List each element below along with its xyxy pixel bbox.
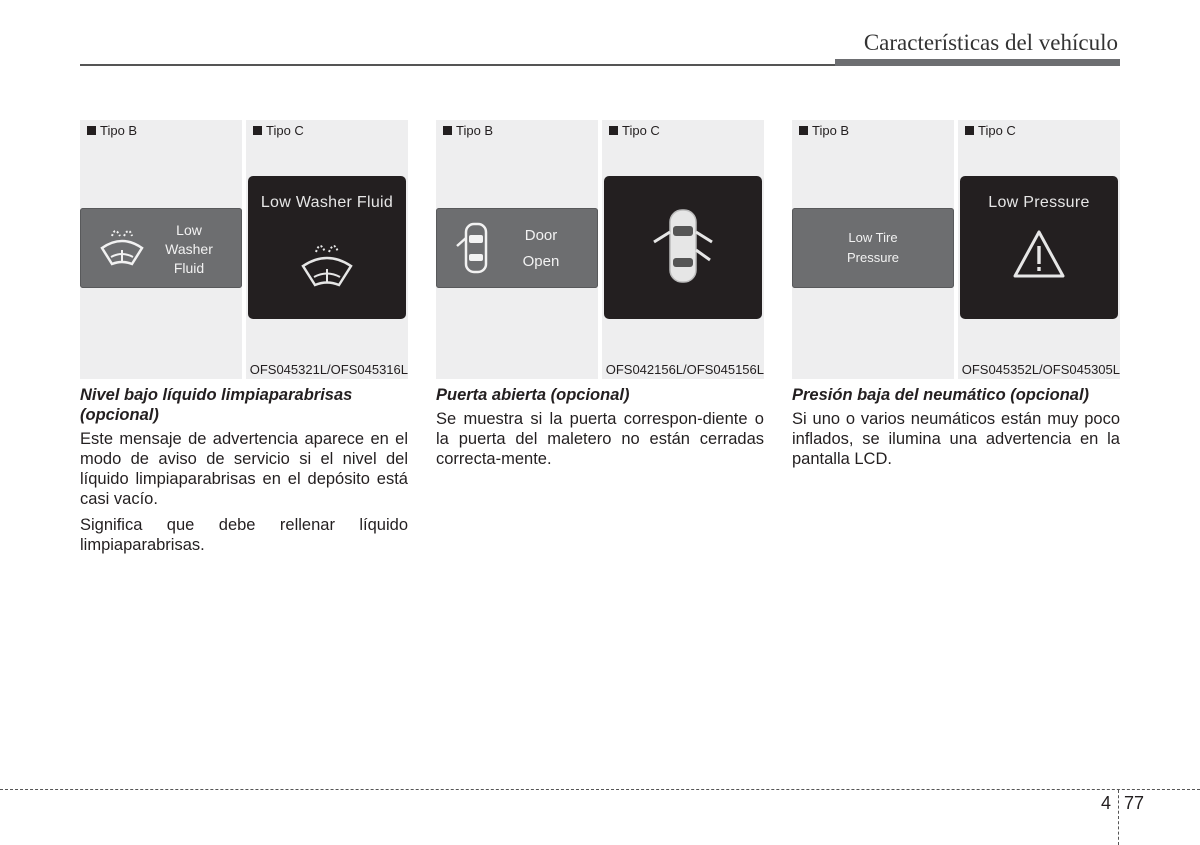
lcd-b-line-2: Open: [522, 253, 560, 270]
lcd-type-b-washer: [80, 208, 242, 288]
section-door-open: [436, 120, 764, 469]
figure-tire-pressure: [792, 120, 1120, 379]
figure-code: OFS042156L/OFS045156L: [605, 362, 764, 377]
figure-code: OFS045352L/OFS045305L: [961, 362, 1120, 377]
section-paragraph: Se muestra si la puerta correspon-diente o la puerta del maletero no están cerradas correcta-mente.: [436, 410, 764, 468]
footer-rule: [0, 789, 1200, 790]
lcd-b-line-1: Door: [524, 227, 558, 244]
warning-triangle-icon: [1011, 228, 1067, 280]
page-header-title: Características del vehículo: [863, 30, 1118, 55]
lcd-b-line-2: Pressure: [846, 250, 900, 265]
section-paragraph: Si uno o varios neumáticos están muy poco inflados, se ilumina una advertencia en la pantalla LCD.: [792, 410, 1120, 468]
type-c-label: Tipo C: [253, 123, 304, 138]
section-paragraph: Significa que debe rellenar líquido limpiaparabrisas.: [80, 516, 408, 554]
chapter-number: 4: [1101, 793, 1112, 813]
header-bar: [835, 59, 1120, 66]
lcd-type-b-tire: [792, 208, 954, 288]
lcd-b-line-2: Washer: [165, 241, 213, 257]
lcd-c-title: Low Pressure: [988, 194, 1090, 211]
car-top-view-icon: [648, 206, 718, 286]
panel-type-b: [436, 120, 598, 379]
lcd-b-line-1: Low Tire: [848, 230, 898, 245]
figure-washer-fluid: [80, 120, 408, 379]
lcd-c-title: Low Washer Fluid: [260, 194, 394, 211]
section-title: Nivel bajo líquido limpiaparabrisas (opcional): [80, 386, 353, 424]
figure-door-open: [436, 120, 764, 379]
type-b-label: Tipo B: [87, 123, 137, 138]
type-b-label: Tipo B: [799, 123, 849, 138]
panel-type-c: [958, 120, 1120, 379]
washer-fluid-icon: [299, 238, 355, 292]
panel-type-b: [792, 120, 954, 379]
type-c-label: Tipo C: [609, 123, 660, 138]
lcd-type-c-washer: [248, 176, 406, 319]
panel-type-c: [246, 120, 408, 379]
figure-code: OFS045321L/OFS045316L: [249, 362, 408, 377]
type-c-label: Tipo C: [965, 123, 1016, 138]
section-paragraph: Este mensaje de advertencia aparece en el modo de aviso de servicio si el nivel del líquido limpiaparabrisas en el depósito está casi vacío.: [80, 430, 408, 508]
section-washer-fluid: [80, 120, 408, 555]
section-title: Presión baja del neumático (opcional): [792, 386, 1090, 404]
lcd-type-b-door: [436, 208, 598, 288]
header-rule: [80, 64, 835, 66]
section-title: Puerta abierta (opcional): [436, 386, 630, 404]
car-door-open-icon: [454, 220, 498, 276]
lcd-type-c-tire: [960, 176, 1118, 319]
lcd-type-c-door: [604, 176, 762, 319]
panel-type-c: [602, 120, 764, 379]
lcd-b-line-3: Fluid: [173, 260, 205, 276]
type-b-label: Tipo B: [443, 123, 493, 138]
lcd-b-line-1: Low: [176, 222, 202, 238]
section-tire-pressure: [792, 120, 1120, 469]
page-number: 77: [1124, 793, 1145, 813]
footer-divider: [1118, 790, 1119, 845]
panel-type-b: [80, 120, 242, 379]
washer-fluid-icon: [98, 224, 146, 270]
